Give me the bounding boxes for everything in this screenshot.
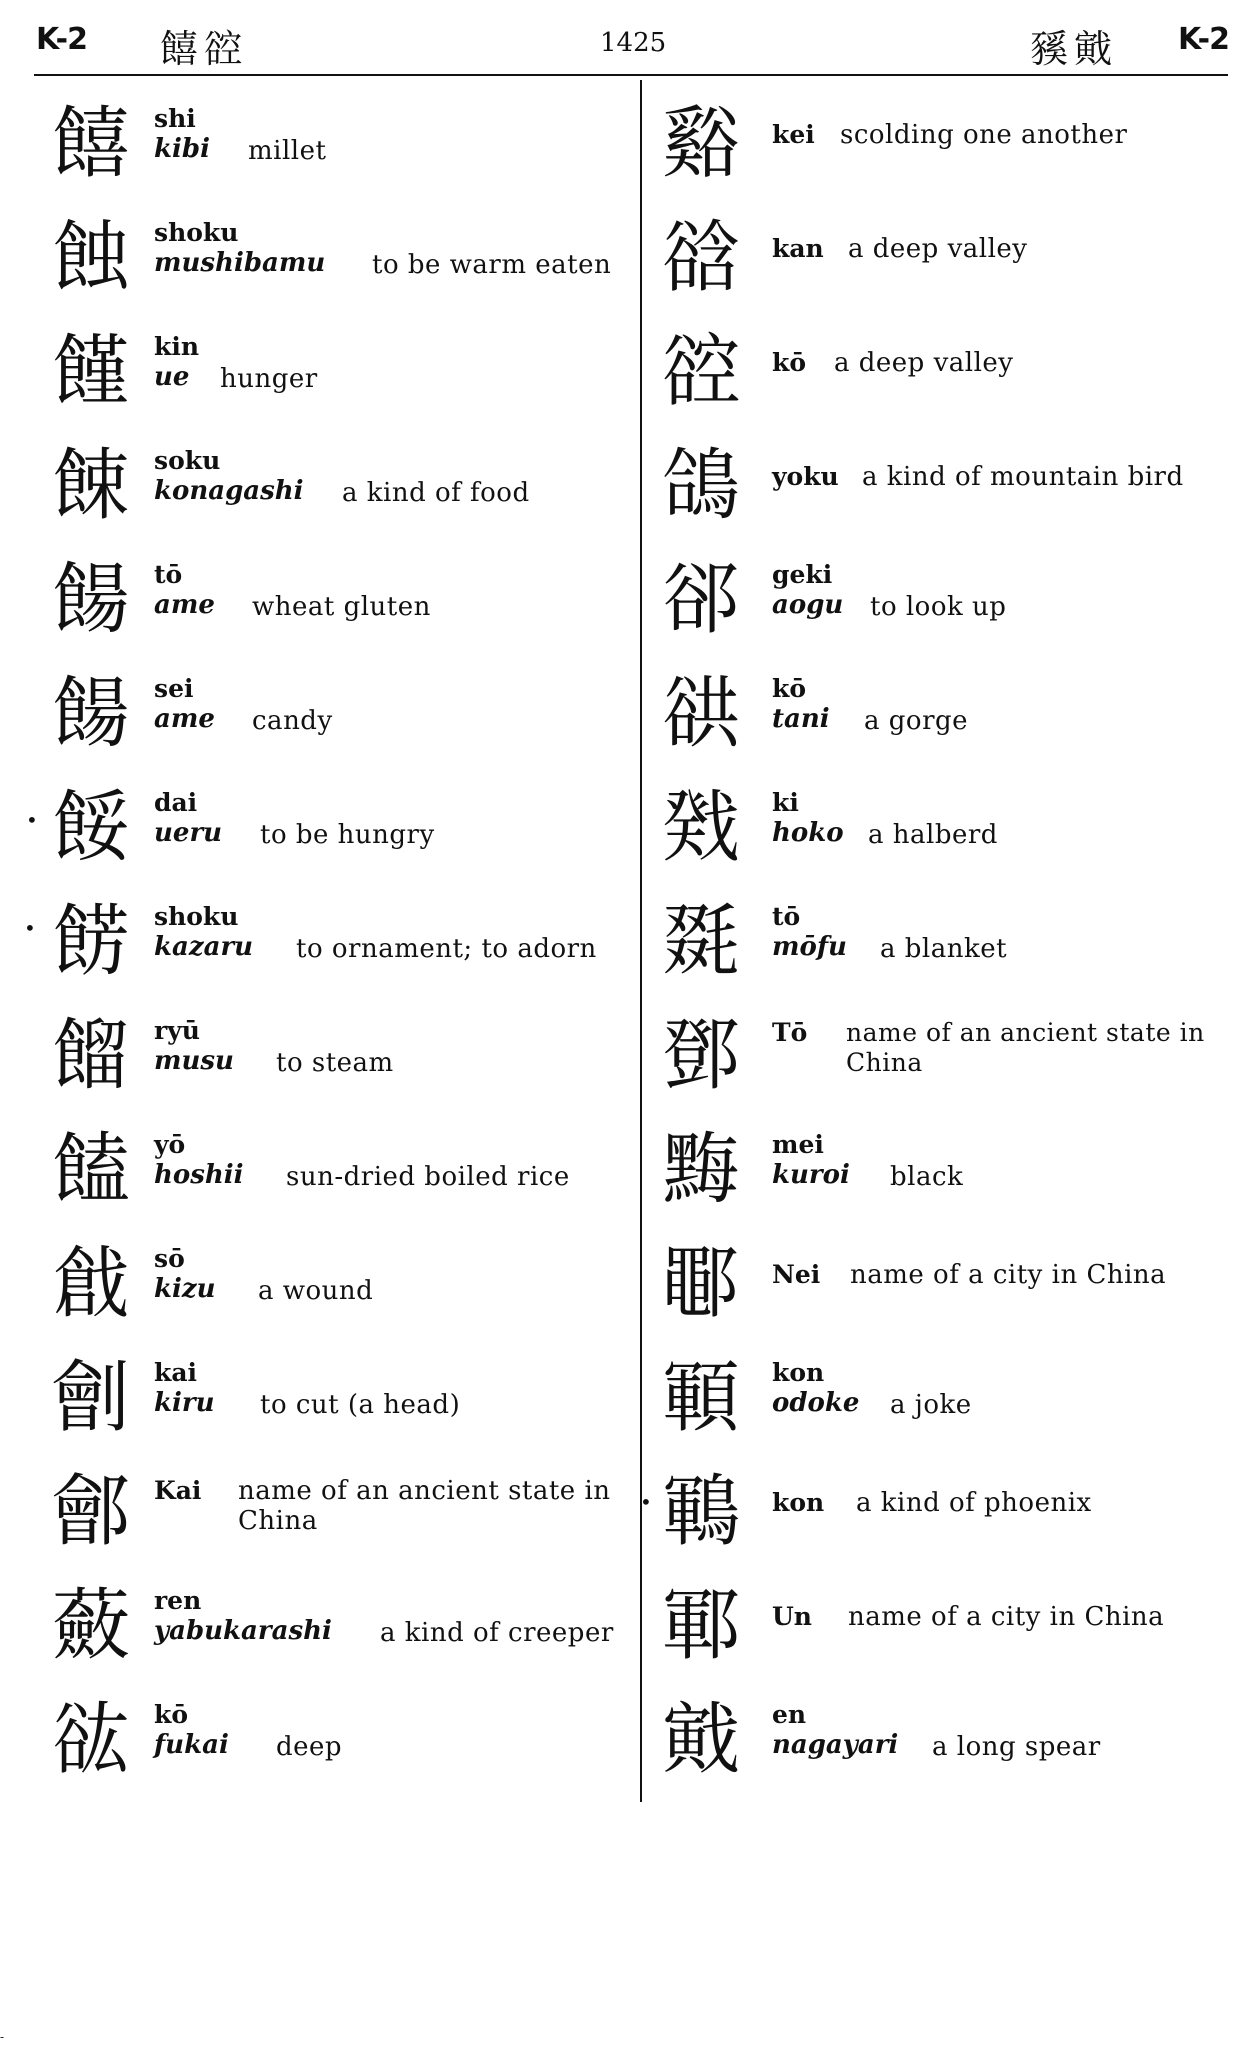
entry-kanji: 黣 [662,1125,741,1215]
entry-meaning-text: name of an ancient state in China [846,1018,1205,1077]
entry-reading: kai [154,1358,198,1387]
entry-reading: mei [772,1130,824,1159]
dictionary-entry [650,1000,1240,1114]
entry-kanji: 蝕 [52,213,131,303]
column-divider [640,80,642,1802]
bullet-mark: • [26,808,38,832]
entry-reading: ki [772,788,799,817]
entry-reading: kō [772,674,806,703]
entry-kun: musu [154,1046,234,1076]
dictionary-entry [650,1114,1240,1228]
entry-meaning: name of a city in China [848,1602,1165,1632]
entry-kun: kazaru [154,932,254,962]
entry-meaning: a deep valley [834,348,1014,378]
entry-kanji: 谿 [662,99,741,189]
dictionary-entry [20,886,632,1000]
scan-mark: - [0,2030,5,2044]
header-rule [34,74,1228,76]
entry-kun: tani [772,704,830,734]
dictionary-entry [20,1228,632,1342]
entry-meaning: a long spear [932,1732,1101,1762]
entry-reading: kei [772,120,815,149]
dictionary-entry [650,316,1240,430]
entry-reading: yō [154,1130,186,1159]
entry-reading: shoku [154,218,239,247]
entry-kanji: 谼 [662,669,741,759]
entry-kanji: 餗 [52,441,131,531]
bullet-mark: • [640,1490,652,1514]
entry-kanji: 谽 [662,213,741,303]
entry-meaning: to ornament; to adorn [296,934,597,964]
entry-kun: hoko [772,818,844,848]
dictionary-entry [20,1456,632,1570]
entry-meaning [238,1476,678,1536]
page-number: 1425 [600,28,667,58]
entry-reading: ryū [154,1016,200,1045]
entry-meaning: a gorge [864,706,969,736]
entry-kun: hoshii [154,1160,244,1190]
entry-meaning: a halberd [868,820,998,850]
entry-kanji: 鶤 [662,1467,741,1557]
entry-reading: Tō [772,1018,808,1047]
entry-reading: kō [772,348,806,377]
entry-meaning: a kind of mountain bird [862,462,1184,492]
header-right-code: K-2 [1178,22,1229,57]
entry-kun: mōfu [772,932,847,962]
dictionary-entry [650,1342,1240,1456]
entry-meaning: name of a city in China [850,1260,1167,1290]
entry-reading: kon [772,1488,825,1517]
dictionary-entry [650,772,1240,886]
dictionary-entry [650,1570,1240,1684]
dictionary-entry [20,202,632,316]
entry-kun: ame [154,590,215,620]
dictionary-entry [20,658,632,772]
dictionary-entry [20,772,632,886]
entry-kanji: 谹 [52,1695,131,1785]
entry-kanji: 餳 [52,555,131,645]
entry-kun: ueru [154,818,223,848]
entry-meaning: a kind of food [342,478,530,508]
entry-kanji: 饉 [52,327,131,417]
entry-reading: tō [154,560,183,589]
entry-kanji: 戭 [662,1695,741,1785]
entry-reading: kan [772,234,824,263]
entry-meaning: to be warm eaten [372,250,612,280]
entry-kun: aogu [772,590,844,620]
entry-reading: geki [772,560,833,589]
entry-reading: sei [154,674,194,703]
entry-kanji: 蘞 [52,1581,131,1671]
entry-kanji: 鄆 [662,1581,741,1671]
entry-reading: kin [154,332,199,361]
entry-kanji: 顐 [662,1353,741,1443]
entry-reading: shi [154,104,196,133]
entry-meaning [846,1018,1238,1078]
entry-kanji: 饎 [52,99,131,189]
entry-kun: kizu [154,1274,216,1304]
entry-meaning: deep [276,1732,343,1762]
entry-reading: shoku [154,902,239,931]
entry-meaning: hunger [220,364,318,394]
entry-meaning: to steam [276,1048,394,1078]
entry-kanji: 劊 [52,1353,131,1443]
entry-kun: mushibamu [154,248,326,278]
entry-meaning: a blanket [880,934,1008,964]
entry-kanji: 鄧 [662,1011,741,1101]
dictionary-entry [20,430,632,544]
dictionary-entry [20,544,632,658]
entry-kanji: 鄳 [662,1239,741,1329]
header-left-kanji: 饎谾 [160,27,249,71]
entry-meaning: candy [252,706,333,736]
entry-kanji: 戣 [662,783,741,873]
bullet-mark: • [24,916,36,940]
entry-meaning: to be hungry [260,820,435,850]
entry-kanji: 饁 [52,1125,131,1215]
entry-kanji: 谾 [662,327,741,417]
entry-reading: dai [154,788,198,817]
entry-kun: kuroi [772,1160,850,1190]
entry-reading: kō [154,1700,188,1729]
entry-meaning: wheat gluten [252,592,431,622]
entry-meaning: scolding one another [840,120,1128,150]
entry-kanji: 餒 [52,783,131,873]
dictionary-entry [650,886,1240,1000]
entry-reading: Un [772,1602,812,1631]
entry-reading: soku [154,446,221,475]
entry-kun: odoke [772,1388,860,1418]
entry-meaning: a wound [258,1276,374,1306]
dictionary-entry [20,1114,632,1228]
entry-kanji: 戧 [52,1239,131,1329]
entry-meaning: millet [248,136,327,166]
entry-kun: konagashi [154,476,304,506]
entry-meaning: to cut (a head) [260,1390,461,1420]
entry-kun: kiru [154,1388,215,1418]
dictionary-entry [640,1456,1240,1570]
dictionary-entry [650,544,1240,658]
entry-meaning: black [890,1162,964,1192]
dictionary-entry [650,1228,1240,1342]
entry-reading: kon [772,1358,825,1387]
dictionary-entry [20,1570,632,1684]
dictionary-entry [650,1684,1240,1798]
dictionary-entry [20,316,632,430]
entry-meaning: a deep valley [848,234,1028,264]
entry-kanji: 鄶 [52,1467,131,1557]
entry-kun: kibi [154,134,210,164]
entry-kun: ue [154,362,190,392]
entry-meaning: to look up [870,592,1007,622]
dictionary-entry [650,88,1240,202]
right-column [640,88,1240,1798]
entry-reading: tō [772,902,801,931]
entry-reading: ren [154,1586,202,1615]
entry-reading: Kai [154,1476,202,1505]
entry-meaning-text: name of an ancient state in China [238,1476,611,1536]
entry-kanji: 郤 [662,555,741,645]
dictionary-entry [650,430,1240,544]
entry-kanji: 餝 [52,897,131,987]
entry-meaning: sun-dried boiled rice [286,1162,570,1192]
entry-kanji: 餳 [52,669,131,759]
entry-reading: yoku [772,462,839,491]
left-column [20,88,632,1798]
entry-kanji: 餾 [52,1011,131,1101]
dictionary-entry [650,658,1240,772]
dictionary-entry [20,1000,632,1114]
entry-meaning: a kind of creeper [380,1618,614,1648]
header-right-kanji: 豯戭 [1030,27,1119,71]
entry-meaning: a joke [890,1390,972,1420]
entry-kun: fukai [154,1730,229,1760]
entry-reading: sō [154,1244,185,1273]
entry-meaning: a kind of phoenix [856,1488,1092,1518]
dictionary-entry [20,1684,632,1798]
dictionary-entry [20,1342,632,1456]
entry-kanji: 毲 [662,897,741,987]
entry-reading: en [772,1700,807,1729]
header-left-code: K-2 [36,22,87,57]
entry-kun: ame [154,704,215,734]
entry-kun: nagayari [772,1730,899,1760]
entry-kanji: 鴿 [662,441,741,531]
entry-reading: Nei [772,1260,821,1289]
dictionary-entry [20,88,632,202]
entry-kun: yabukarashi [154,1616,332,1646]
dictionary-entry [650,202,1240,316]
